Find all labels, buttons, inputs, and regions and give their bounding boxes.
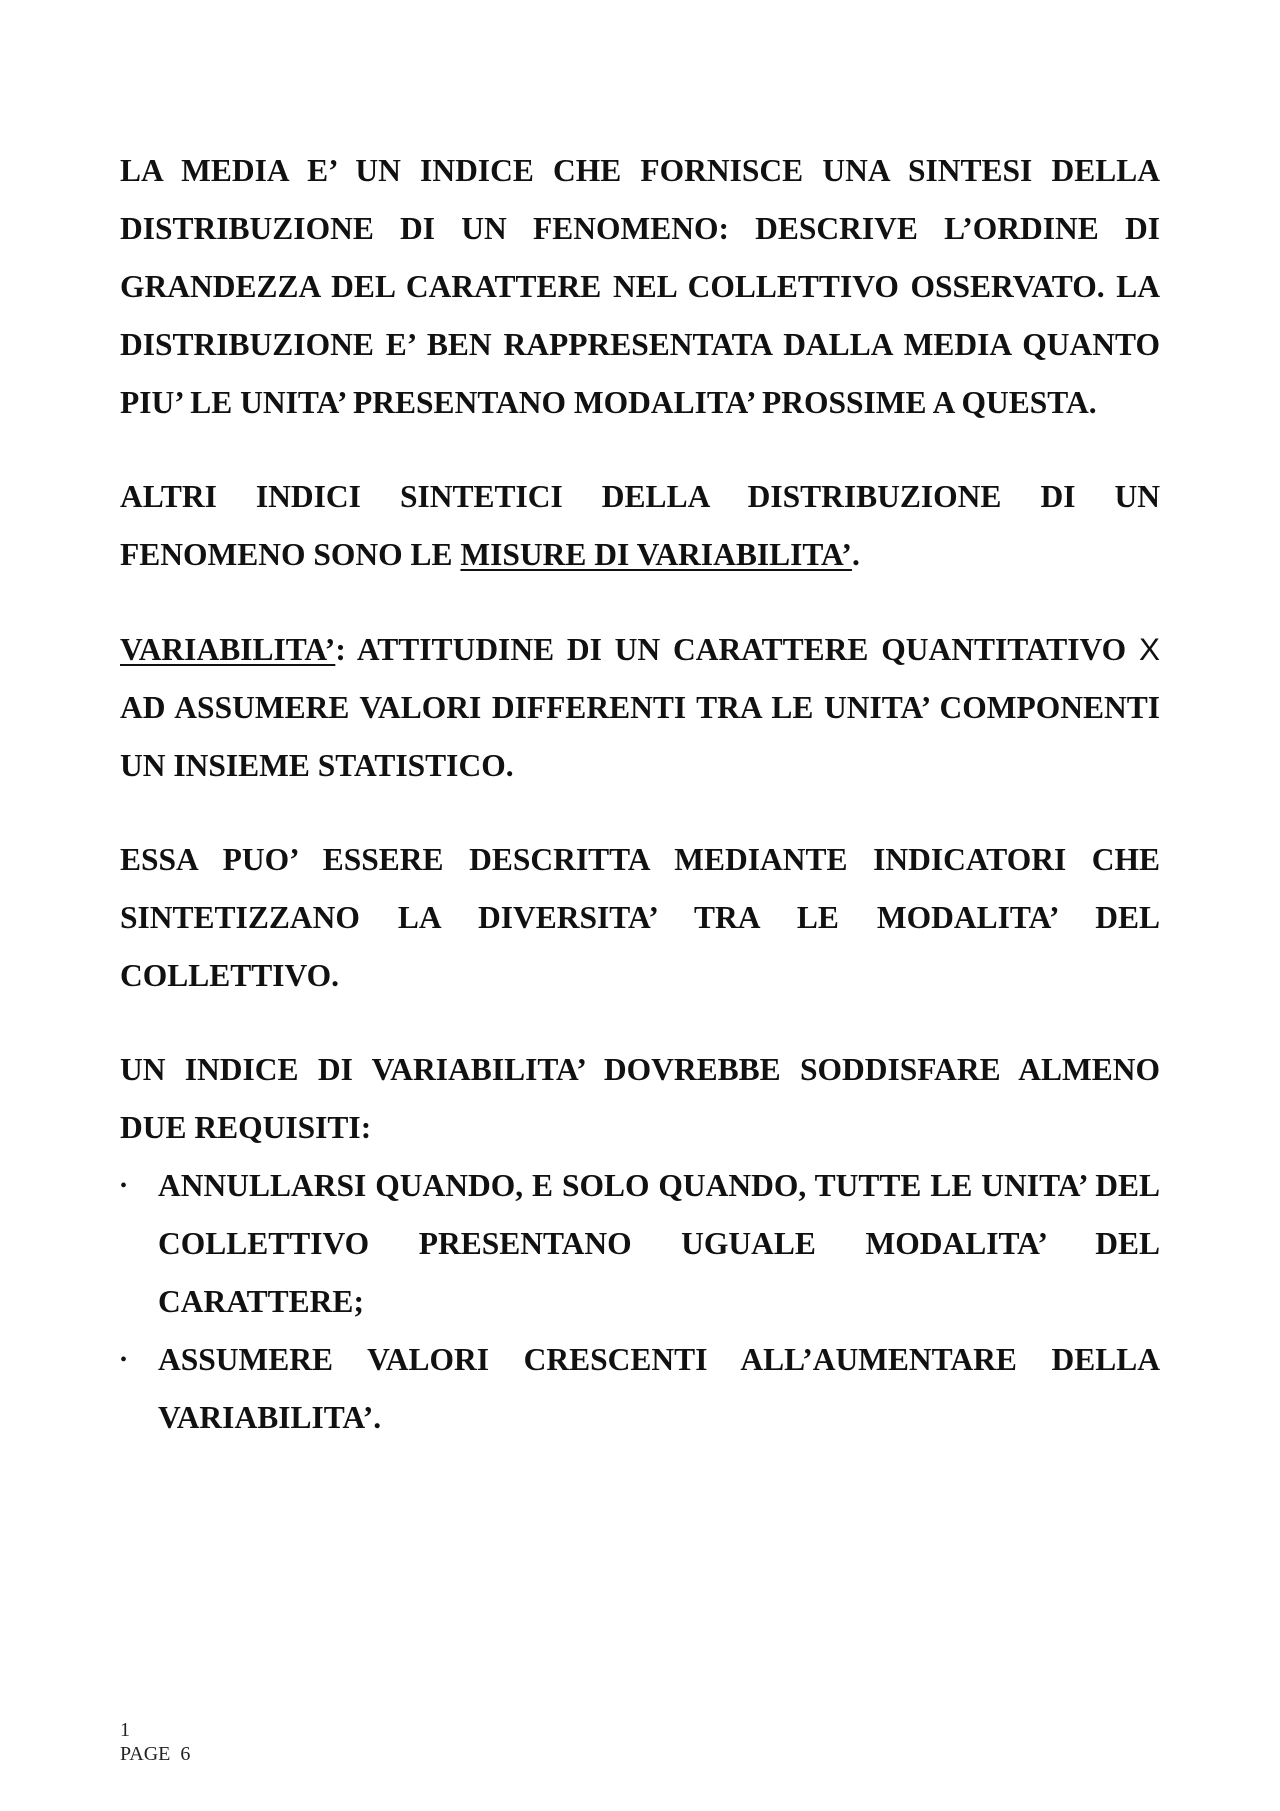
footnote-number: 1: [120, 1719, 130, 1741]
paragraph-indicatori: ESSA PUO’ ESSERE DESCRITTA MEDIANTE INDICATORI CHE SINTETIZZANO LA DIVERSITA’ TRA LE MODALITA’ DEL COLLETTIVO.: [120, 842, 1160, 993]
paragraph-variabilita-definition: [120, 620, 1160, 795]
page-footer: [120, 1718, 190, 1766]
paragraph-altri-indici-end: .: [851, 537, 860, 572]
bullet-icon: •: [120, 1349, 128, 1371]
variabilita-definition-text-a: ATTITUDINE DI UN CARATTERE QUANTITATIVO: [345, 632, 1139, 667]
bullet-icon: •: [120, 1175, 128, 1197]
page-number-label: PAGE 6: [120, 1743, 191, 1765]
paragraph-altri-indici: [120, 468, 1160, 584]
paragraph-media: LA MEDIA E’ UN INDICE CHE FORNISCE UNA SINTESI DELLA DISTRIBUZIONE DI UN FENOMENO: DESCRIVE L’ORDINE DI GRANDEZZA DEL CARATTERE NEL COLLETTIVO OSSERVATO. LA DISTRIBUZIONE E’ BEN RAPPRESENTATA DALLA MEDIA QUANTO PIU’ LE UNITA’ PRESENTANO MODALITA’ PROSSIME A QUESTA.: [120, 153, 1160, 420]
variabilita-colon: :: [335, 632, 346, 667]
requirements-list: [120, 1157, 1160, 1447]
variable-x: X: [1138, 631, 1160, 667]
list-item-text: ANNULLARSI QUANDO, E SOLO QUANDO, TUTTE LE UNITA’ DEL COLLETTIVO PRESENTANO UGUALE MODALITA’ DEL CARATTERE;: [158, 1168, 1160, 1319]
paragraph-requisiti-intro: UN INDICE DI VARIABILITA’ DOVREBBE SODDISFARE ALMENO DUE REQUISITI:: [120, 1052, 1160, 1145]
document-page: [120, 142, 1160, 1447]
paragraph-altri-indici-text: ALTRI INDICI SINTETICI DELLA DISTRIBUZIONE DI UN FENOMENO SONO LE: [120, 479, 1160, 572]
variabilita-term: VARIABILITA’: [120, 632, 336, 667]
variabilita-definition-text-b: AD ASSUMERE VALORI DIFFERENTI TRA LE UNITA’ COMPONENTI UN INSIEME STATISTICO.: [120, 690, 1160, 783]
list-item-text: ASSUMERE VALORI CRESCENTI ALL’AUMENTARE DELLA VARIABILITA’.: [158, 1342, 1160, 1435]
list-item: [120, 1157, 1160, 1331]
misure-variabilita-underlined: MISURE DI VARIABILITA’: [460, 537, 852, 572]
list-item: [120, 1331, 1160, 1447]
